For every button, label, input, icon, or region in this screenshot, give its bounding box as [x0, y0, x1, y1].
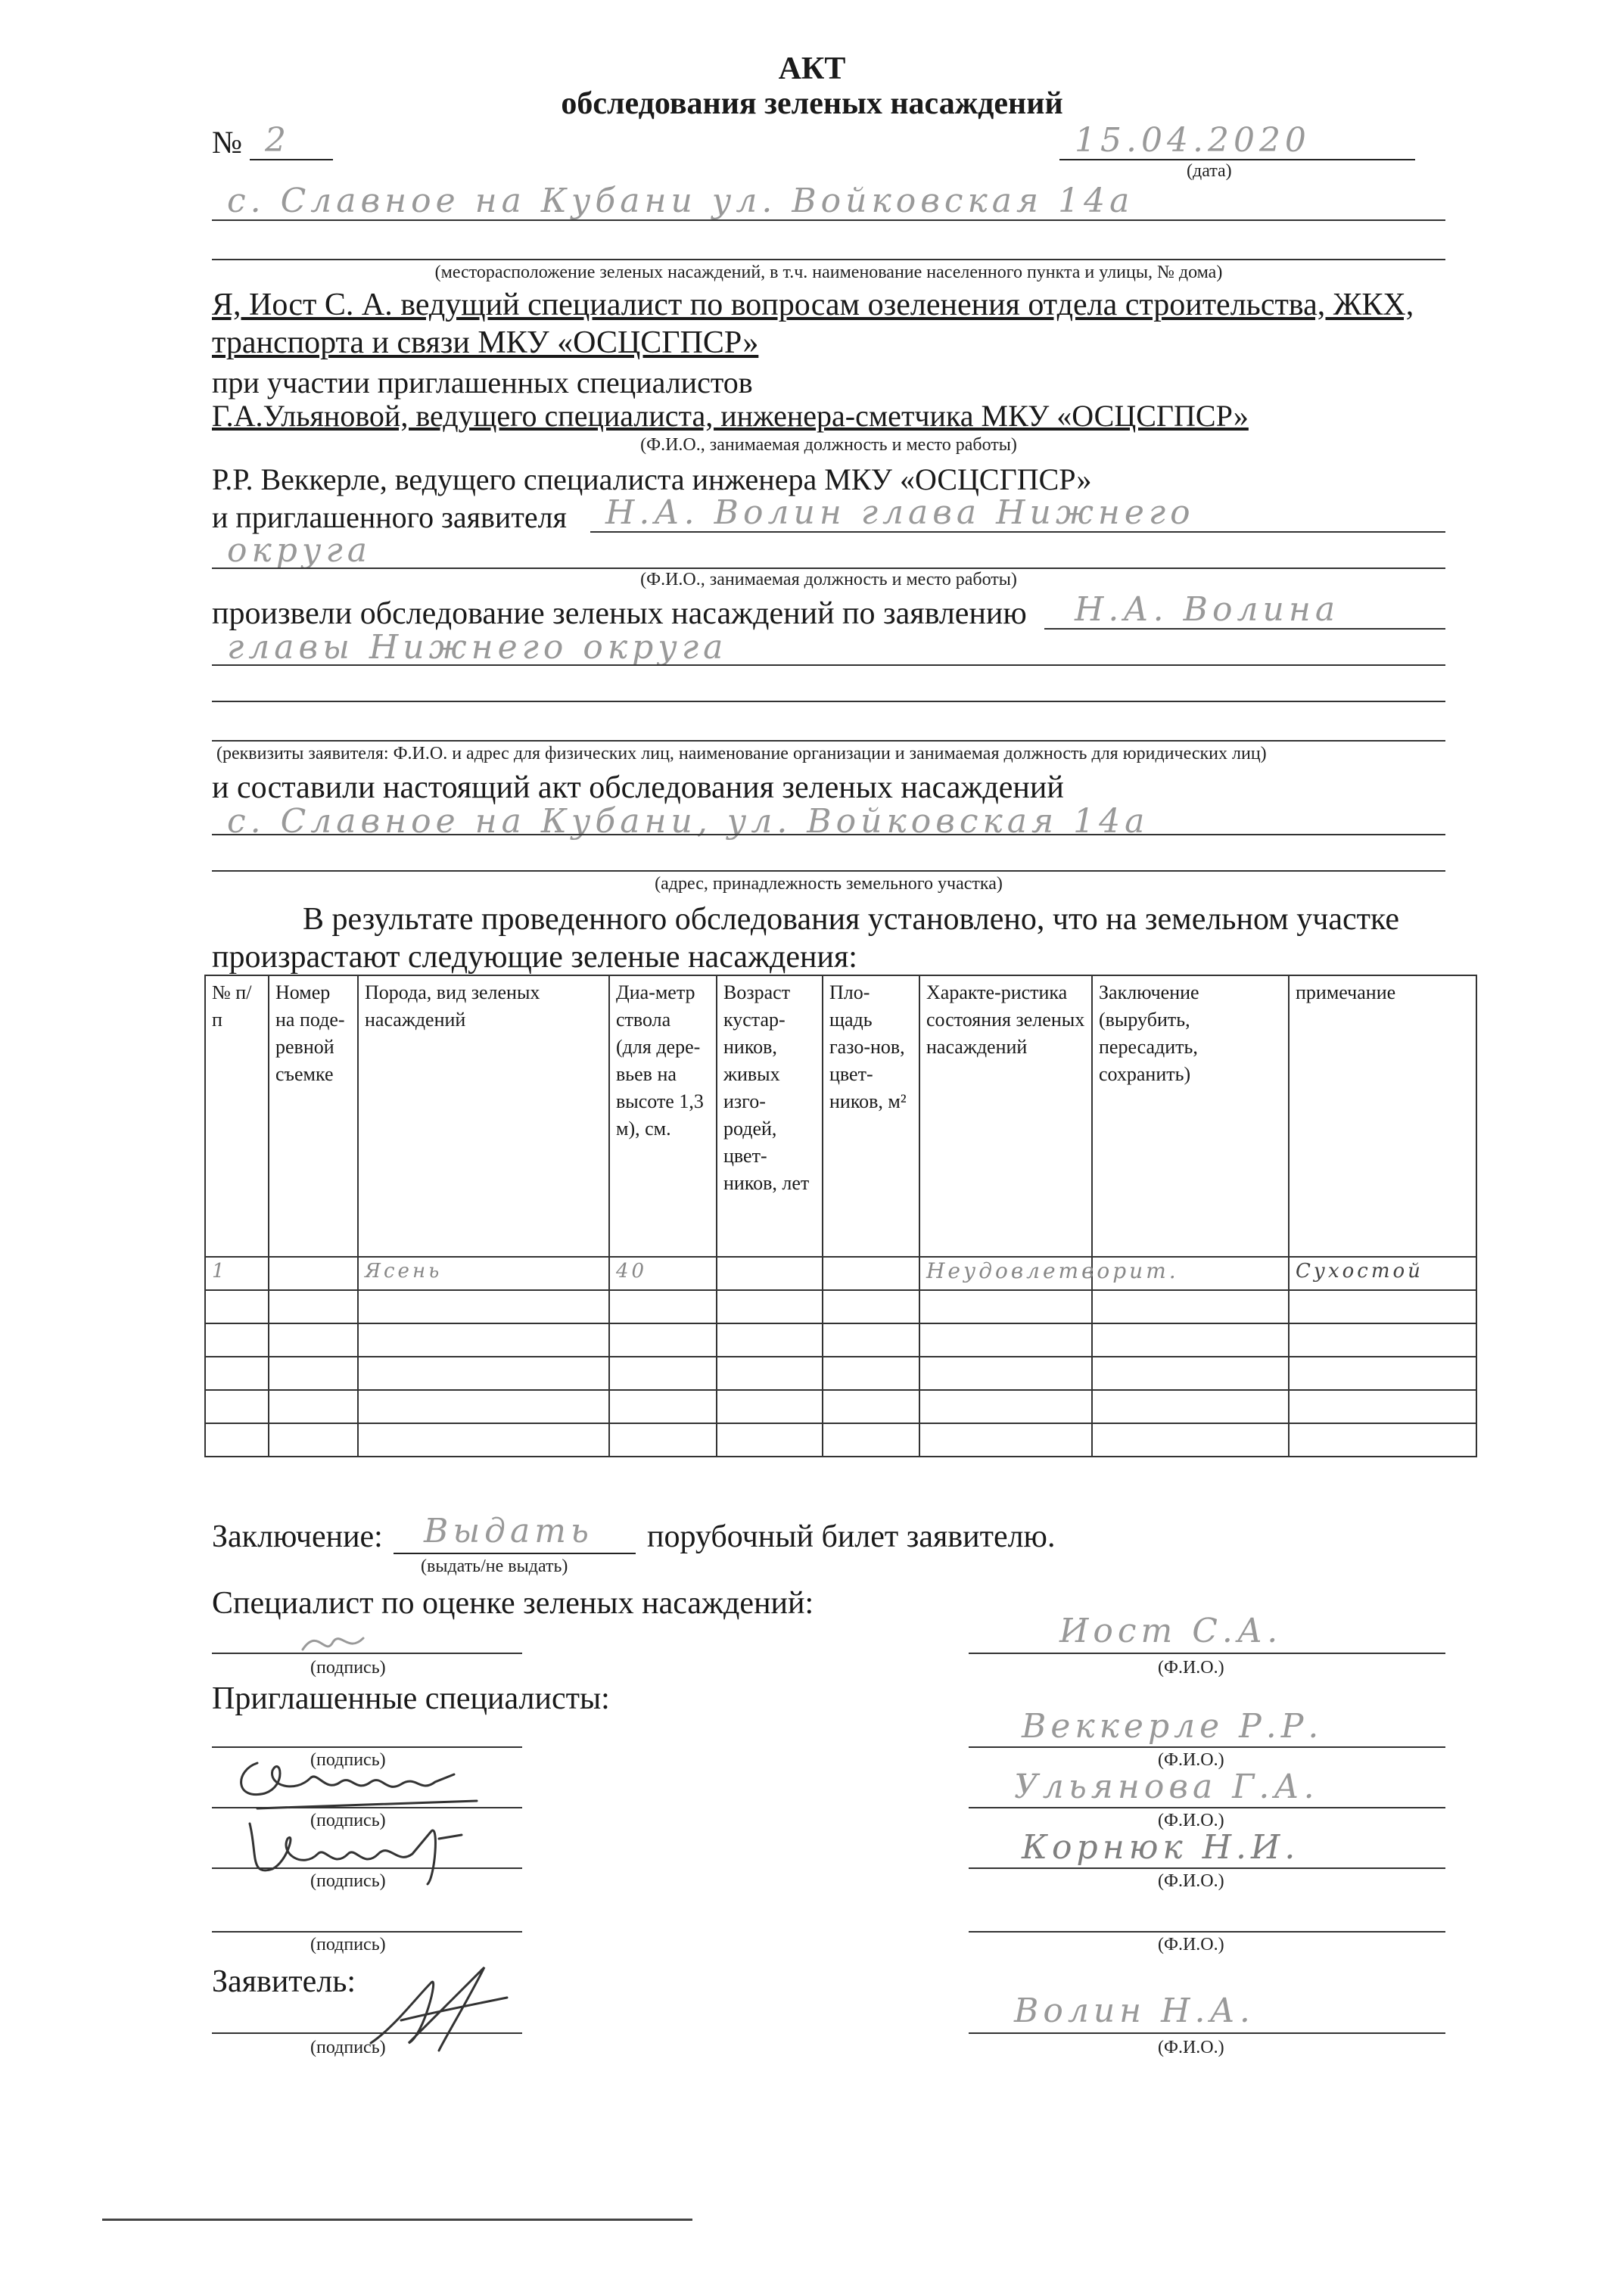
- table-cell: [205, 1390, 269, 1423]
- table-cell: [1289, 1390, 1476, 1423]
- table-cell: [1289, 1423, 1476, 1457]
- table-cell: [717, 1257, 823, 1290]
- table-cell: [717, 1323, 823, 1357]
- table-cell: [205, 1290, 269, 1323]
- applicant-value-1: Н.А. Волин глава Нижнего: [605, 493, 1195, 532]
- table-cell: [358, 1423, 609, 1457]
- number-value: 2: [265, 121, 291, 160]
- number-field: [250, 121, 333, 160]
- invited-fio-2: Ульянова Г.А.: [1014, 1768, 1319, 1806]
- table-cell: [717, 1390, 823, 1423]
- table-cell: [1092, 1323, 1289, 1357]
- header-cell-note: примечание: [1289, 975, 1476, 1257]
- header-cell-diameter: Диа-метр ствола (для дере-вьев на высоте 1,3 м), см.: [609, 975, 717, 1257]
- table-cell: [717, 1423, 823, 1457]
- table-cell: [1092, 1357, 1289, 1390]
- applicant-fio-caption: (Ф.И.О.): [1158, 2038, 1224, 2057]
- specialist-fio-caption: (Ф.И.О.): [1158, 1658, 1224, 1678]
- invited-sign-caption-4: (подпись): [310, 1935, 386, 1954]
- signature-iost: [272, 1619, 424, 1665]
- date-field: [1059, 121, 1415, 160]
- conclusion-suffix: порубочный билет заявителю.: [647, 1519, 1056, 1554]
- invited-fio-caption-4: (Ф.И.О.): [1158, 1935, 1224, 1954]
- specialist-label: Специалист по оценке зеленых насаждений:: [212, 1586, 814, 1621]
- invited-fio-1: Веккерле Р.Р.: [1022, 1707, 1324, 1746]
- table-cell: [205, 1423, 269, 1457]
- header-cell-conclusion: Заключение (вырубить, пересадить, сохранить): [1092, 975, 1289, 1257]
- applicant-fio: Волин Н.А.: [1014, 1992, 1255, 2030]
- table-cell: [609, 1357, 717, 1390]
- location-caption: (месторасположение зеленых насаждений, в т.ч. наименование населенного пункта и улицы, № дома): [434, 263, 1223, 282]
- table-cell: [823, 1423, 919, 1457]
- table-cell: [1289, 1357, 1476, 1390]
- document-subtitle: обследования зеленых насаждений: [561, 86, 1063, 121]
- number-label: №: [212, 126, 243, 160]
- date-value: 15.04.2020: [1075, 121, 1311, 160]
- table-row: [205, 1423, 1476, 1457]
- inspector-line-1: Я, Иост С. А. ведущий специалист по вопросам озеленения отдела строительства, ЖКХ,: [212, 288, 1414, 322]
- inspector-line-2: транспорта и связи МКУ «ОСЦСГПСР»: [212, 325, 759, 360]
- invited-fio-caption-1: (Ф.И.О.): [1158, 1750, 1224, 1770]
- conclusion-label: Заключение:: [212, 1519, 383, 1554]
- table-header-row: [205, 975, 1476, 1257]
- table-cell: [717, 1290, 823, 1323]
- table-cell: [1289, 1290, 1476, 1323]
- table-cell: [1092, 1290, 1289, 1323]
- header-cell-number: № п/п: [205, 975, 269, 1257]
- table-cell: [919, 1290, 1092, 1323]
- table-cell: [919, 1423, 1092, 1457]
- table-row: [205, 1323, 1476, 1357]
- plantings-table: [204, 975, 1477, 1457]
- table-cell: Неудовлетворит.: [919, 1257, 1092, 1290]
- table-cell: [919, 1357, 1092, 1390]
- header-cell-survey-number: Номер на поде-ревной съемке: [269, 975, 358, 1257]
- invited-specialist-2: Р.Р. Веккерле, ведущего специалиста инженера МКУ «ОСЦСГПСР»: [212, 462, 1092, 496]
- invited-sign-caption-1: (подпись): [310, 1750, 386, 1770]
- table-cell: [823, 1357, 919, 1390]
- table-cell: [609, 1390, 717, 1423]
- table-cell: [358, 1323, 609, 1357]
- table-cell: [609, 1423, 717, 1457]
- table-cell: Сухостой: [1289, 1257, 1476, 1290]
- table-cell: [609, 1290, 717, 1323]
- table-cell: [919, 1390, 1092, 1423]
- table-cell: [269, 1257, 358, 1290]
- invited-fio-caption-3: (Ф.И.О.): [1158, 1871, 1224, 1891]
- specialist-fio: Иост С.А.: [1059, 1612, 1283, 1650]
- table-cell: [919, 1323, 1092, 1357]
- table-cell: [823, 1257, 919, 1290]
- table-cell: [717, 1357, 823, 1390]
- invited-intro: при участии приглашенных специалистов: [212, 365, 753, 400]
- conclusion-field: [394, 1512, 636, 1554]
- request-label: произвели обследование зеленых насаждений по заявлению: [212, 596, 1027, 631]
- invited-fio-3: Корнюк Н.И.: [1022, 1828, 1300, 1867]
- table-cell: [269, 1323, 358, 1357]
- conclusion-value: Выдать: [424, 1512, 593, 1550]
- table-cell: [358, 1390, 609, 1423]
- table-cell: [1092, 1423, 1289, 1457]
- table-cell: Ясень: [358, 1257, 609, 1290]
- table-row: [205, 1290, 1476, 1323]
- table-cell: [205, 1357, 269, 1390]
- request-value-2: главы Нижнего округа: [227, 628, 728, 667]
- applicant-sign-caption: (подпись): [310, 2038, 386, 2057]
- table-cell: [609, 1323, 717, 1357]
- table-cell: 1: [205, 1257, 269, 1290]
- table-cell: [358, 1290, 609, 1323]
- table-cell: [205, 1323, 269, 1357]
- act-label: и составили настоящий акт обследования зеленых насаждений: [212, 770, 1064, 805]
- table-cell: [358, 1357, 609, 1390]
- table-cell: [1092, 1390, 1289, 1423]
- table-row: [205, 1257, 1476, 1290]
- table-cell: [269, 1423, 358, 1457]
- table-cell: [823, 1390, 919, 1423]
- specialist-sign-caption: (подпись): [310, 1658, 386, 1678]
- invited-fio-caption-2: (Ф.И.О.): [1158, 1811, 1224, 1830]
- conclusion-caption: (выдать/не выдать): [421, 1556, 568, 1576]
- invited-caption-1: (Ф.И.О., занимаемая должность и место работы): [640, 435, 1017, 455]
- invited-caption-2: (Ф.И.О., занимаемая должность и место работы): [640, 570, 1017, 589]
- header-cell-area: Пло-щадь газо-нов, цвет-ников, м²: [823, 975, 919, 1257]
- header-cell-age: Возраст кустар-ников, живых изго-родей, цвет-ников, лет: [717, 975, 823, 1257]
- signature-vekkerle: [227, 1808, 499, 1892]
- result-line-1: В результате проведенного обследования установлено, что на земельном участке: [303, 902, 1399, 937]
- applicant-signature-label: Заявитель:: [212, 1964, 356, 1999]
- table-cell: [823, 1323, 919, 1357]
- request-caption: (реквизиты заявителя: Ф.И.О. и адрес для физических лиц, наименование организации и занимаемая должность для юридических лиц): [216, 744, 1267, 763]
- date-caption: (дата): [1187, 161, 1232, 181]
- table-row: [205, 1357, 1476, 1390]
- location-value: с. Славное на Кубани ул. Войковская 14а: [227, 182, 1134, 220]
- request-value-1: Н.А. Волина: [1075, 590, 1340, 629]
- header-cell-condition: Характе-ристика состояния зеленых насаждений: [919, 975, 1092, 1257]
- table-cell: [1289, 1323, 1476, 1357]
- signature-applicant: [356, 1952, 537, 2066]
- applicant-label: и приглашенного заявителя: [212, 500, 567, 534]
- bottom-margin-line: [102, 2219, 692, 2221]
- invited-specialist-1: Г.А.Ульяновой, ведущего специалиста, инженера-сметчика МКУ «ОСЦСГПСР»: [212, 399, 1249, 433]
- act-caption: (адрес, принадлежность земельного участка): [655, 874, 1003, 894]
- applicant-value-2: округа: [227, 531, 372, 570]
- document-title: АКТ: [778, 51, 846, 86]
- table-cell: [269, 1290, 358, 1323]
- table-cell: [269, 1390, 358, 1423]
- table-cell: [823, 1290, 919, 1323]
- invited-sign-caption-3: (подпись): [310, 1871, 386, 1891]
- table-cell: 40: [609, 1257, 717, 1290]
- invited-sign-caption-2: (подпись): [310, 1811, 386, 1830]
- table-cell: [269, 1357, 358, 1390]
- table-row: [205, 1390, 1476, 1423]
- act-value: с. Славное на Кубани, ул. Войковская 14а: [227, 802, 1150, 841]
- result-line-2: произрастают следующие зеленые насаждения:: [212, 940, 857, 975]
- invited-specialists-label: Приглашенные специалисты:: [212, 1681, 610, 1716]
- header-cell-species: Порода, вид зеленых насаждений: [358, 975, 609, 1257]
